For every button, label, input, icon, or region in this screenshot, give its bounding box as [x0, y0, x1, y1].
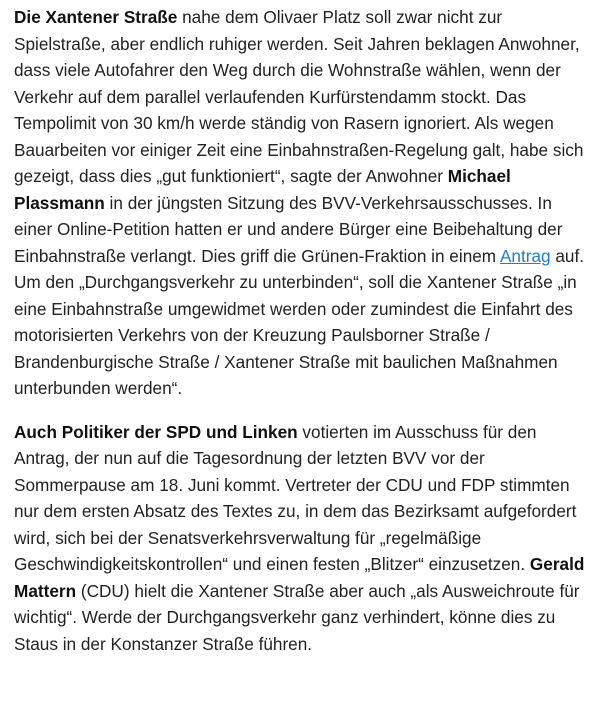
paragraph-text: votierten im Ausschuss für den Antrag, der nun auf die Tagesordnung der letzten BVV vor der Sommerpause am 18. Juni kommt. Vertreter der CDU und FDP stimmten nur dem ersten Absatz des Textes zu, in dem das Bezirksamt aufgefordert wird, sich bei der Senatsverkehrsverwaltung für „regelmäßige Geschwindigkeitskontrollen“ und einen festen „Blitzer“ einzusetzen. [14, 421, 577, 574]
antrag-link[interactable]: Antrag [499, 245, 551, 266]
paragraph-text: auf. Um den „Durchgangsverkehr zu unterbinden“, soll die Xantener Straße „in eine Einbahnstraße umgewidmet werden oder zumindest die Einfahrt des motorisierten Verkehrs von der Kreuzung Paulsborner Straße / Brandenburgische Straße / Xantener Straße mit baulichen Maßnahmen unterbunden werden“. [14, 245, 585, 398]
paragraph-text: nahe dem Olivaer Platz soll zwar nicht zur Spielstraße, aber endlich ruhiger werden. Seit Jahren beklagen Anwohner, dass viele Autofahrer den Weg durch die Wohnstraße wählen, wenn der Verkehr auf dem parallel verlaufenden Kurfürstendamm stockt. Das Tempolimit von 30 km/h werde ständig von Rasern ignoriert. Als wegen Bauarbeiten vor einiger Zeit eine Einbahnstraßen-Regelung galt, habe sich gezeigt, dass dies „gut funktioniert“, sagte der Anwohner [14, 7, 584, 186]
bold-name-gerald-mattern: Gerald Mattern [14, 554, 585, 601]
paragraph-xantener-strasse [14, 4, 586, 402]
paragraph-text: in der jüngsten Sitzung des BVV-Verkehrsausschusses. In einer Online-Petition hatten er und andere Bürger eine Beibehaltung der Einbahnstraße verlangt. Dies griff die Grünen-Fraktion in einem [14, 192, 563, 266]
bold-lead-xantener-strasse: Die Xantener Straße [14, 7, 178, 27]
bold-lead-spd-linke: Auch Politiker der SPD und Linken [14, 421, 298, 442]
bold-name-michael-plassmann: Michael Plassmann [14, 166, 511, 213]
paragraph-text: (CDU) hielt die Xantener Straße aber auch „als Ausweichroute für wichtig“. Werde der Durchgangsverkehr ganz verhindert, könne dies zu Staus in der Konstanzer Straße führen. [14, 580, 580, 654]
paragraph-spd-linke [14, 419, 586, 658]
